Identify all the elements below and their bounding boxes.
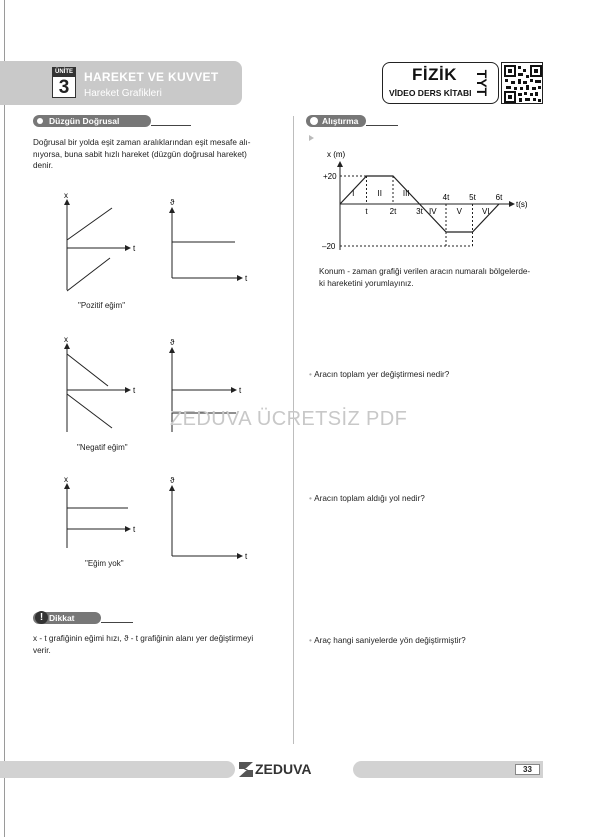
question-bullet-icon: • (309, 494, 315, 503)
question-2 (309, 493, 425, 505)
dikkat-title: Dikkat (49, 613, 75, 623)
dikkat-line: x - t grafiğinin eğimi hızı, ϑ - t grafiğinin alanı yer değiştirmeyi (33, 634, 254, 643)
y-tick-plus20: +20 (323, 172, 337, 181)
region-label: II (377, 189, 382, 198)
axis-label-t: t (245, 274, 248, 283)
axis-label-t: t (133, 386, 136, 395)
brand-logo-icon (238, 761, 254, 778)
problem-line: ki hareketini yorumlayınız. (319, 278, 414, 288)
unit-label: ÜNİTE (55, 69, 73, 75)
x-tick: t (365, 207, 368, 216)
footer-band-left (0, 761, 235, 778)
page-number: 33 (515, 764, 540, 775)
question-text: Araç hangi saniyelerde yön değiştirmiştir? (314, 636, 466, 645)
question-text: Aracın toplam yer değiştirmesi nedir? (314, 370, 450, 379)
question-bullet-icon: • (309, 370, 315, 379)
x-tick: 5t (469, 193, 476, 202)
axis-label-x: x (64, 335, 68, 344)
axis-label-t: t (133, 525, 136, 534)
watermark: ZEDUVA ÜCRETSİZ PDF (170, 408, 408, 430)
axis-label-v: ϑ (170, 338, 175, 347)
axis-label-t: t (133, 244, 136, 253)
intro-line: Doğrusal bir yolda eşit zaman aralıklarından eşit mesafe alı- (33, 138, 251, 147)
book-subtitle: VİDEO DERS KİTABI (389, 88, 472, 98)
unit-number: 3 (58, 77, 70, 98)
axis-label-v: ϑ (170, 476, 175, 485)
caption-positive-slope: "Pozitif eğim" (78, 301, 126, 310)
x-tick: 3t (416, 207, 423, 216)
intro-line: nıyorsa, buna sabit hızlı hareket (düzgün doğrusal hareket) (33, 149, 247, 159)
x-tick: 6t (495, 193, 503, 202)
problem-text (319, 266, 549, 289)
region-label: I (352, 189, 355, 198)
question-3 (309, 635, 466, 647)
caption-zero-slope: "Eğim yok" (85, 559, 124, 568)
y-tick-minus20: –20 (322, 242, 336, 251)
question-bullet-icon: • (309, 636, 315, 645)
chart-y-label: x (m) (327, 150, 346, 159)
question-text: Aracın toplam aldığı yol nedir? (314, 494, 425, 503)
section-title: Düzgün Doğrusal Hareket (49, 116, 120, 138)
axis-label-x: x (64, 191, 68, 200)
unit-subtitle: Hareket Grafikleri (84, 88, 162, 99)
axis-label-t: t (245, 552, 248, 561)
x-tick: 2t (389, 207, 397, 216)
chart-x-label: t(s) (516, 200, 528, 209)
caption-negative-slope: "Negatif eğim" (77, 443, 128, 452)
book-name: FİZİK (412, 65, 457, 84)
exclamation-icon: ! (35, 611, 48, 624)
brand-name: ZEDUVA (255, 761, 312, 777)
region-label: V (456, 207, 462, 216)
x-tick: 4t (442, 193, 450, 202)
unit-title: HAREKET VE KUVVET (84, 70, 219, 84)
intro-line: denir. (33, 161, 54, 170)
axis-label-v: ϑ (170, 198, 175, 207)
exam-text: TYT (474, 69, 491, 97)
question-1 (309, 369, 449, 381)
region-label: IV (428, 207, 437, 216)
axis-label-x: x (64, 475, 68, 484)
problem-line: Konum - zaman grafiği verilen aracın numaralı bölgelerde- (319, 267, 531, 276)
region-label: VI (481, 207, 490, 216)
exercise-title: Alıştırma (322, 116, 359, 126)
dikkat-line: verir. (33, 645, 51, 655)
region-label: III (402, 189, 410, 198)
axis-label-t: t (239, 386, 242, 395)
